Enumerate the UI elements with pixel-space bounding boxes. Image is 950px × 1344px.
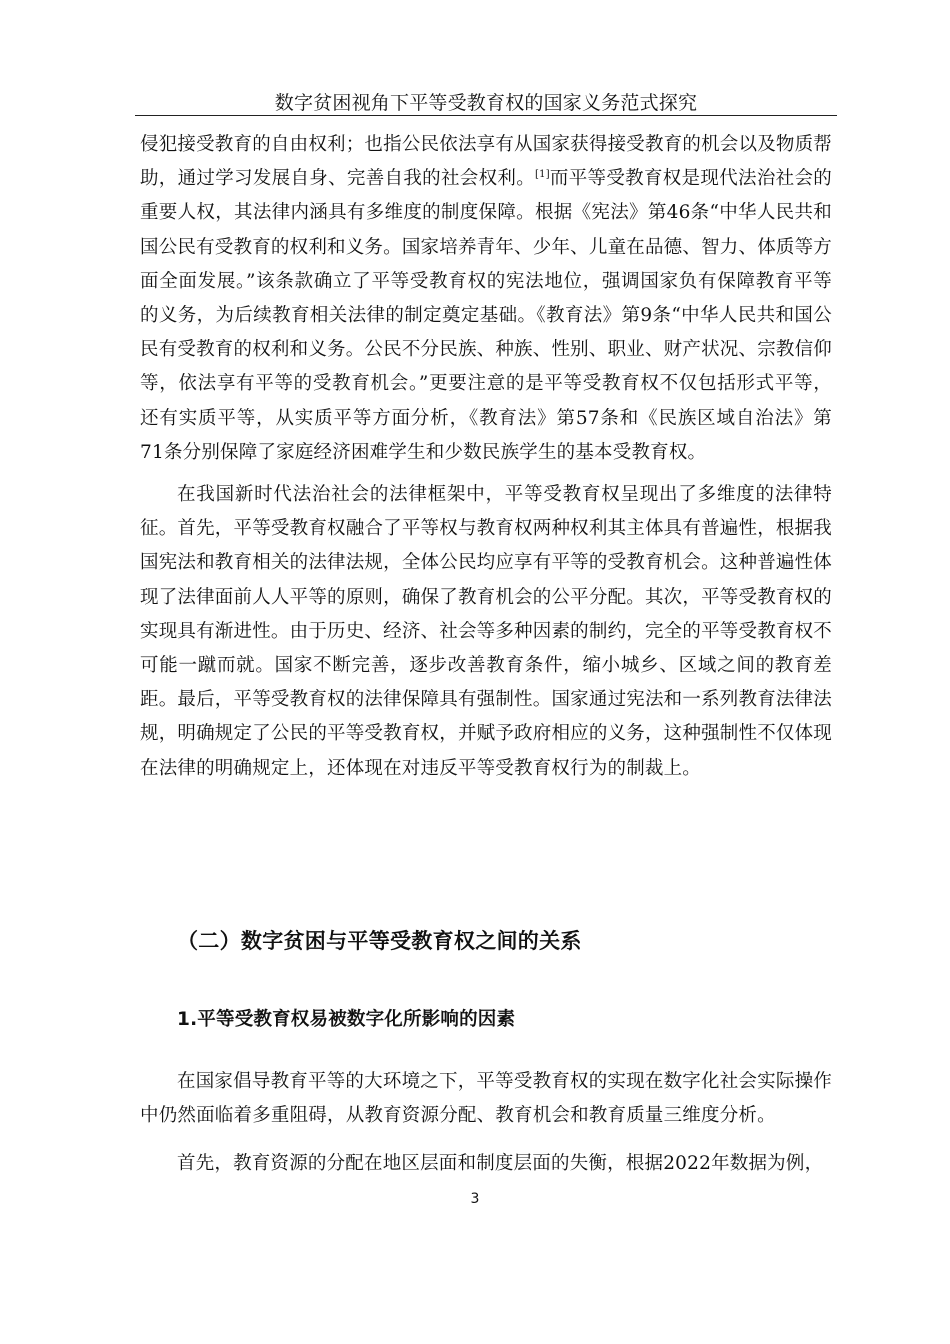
- subsection-heading: 1.平等受教育权易被数字化所影响的因素: [177, 1009, 516, 1030]
- paragraph: 在国家倡导教育平等的大环境之下，平等受教育权的实现在数字化社会实际操作中仍然面临着多重阻碍，从教育资源分配、教育机会和教育质量三维度分析。: [140, 1071, 832, 1127]
- subsection-body-continued: [140, 1147, 832, 1181]
- running-header: 数字贫困视角下平等受教育权的国家义务范式探究: [274, 92, 698, 114]
- subsection-body: [140, 1065, 832, 1133]
- paragraph: 首先，教育资源的分配在地区层面和制度层面的失衡，根据2022年数据为例，: [177, 1153, 824, 1174]
- header-divider: [135, 115, 837, 116]
- paragraph: 在我国新时代法治社会的法律框架中，平等受教育权呈现出了多维度的法律特征。首先，平等受教育权融合了平等权与教育权两种权利其主体具有普遍性，根据我国宪法和教育相关的法律法规，全体公民均应享有平等的受教育机会。这种普遍性体现了法律面前人人平等的原则，确保了教育机会的公平分配。其次，平等受教育权的实现具有渐进性。由于历史、经济、社会等多种因素的制约，完全的平等受教育权不可能一蹴而就。国家不断完善，逐步改善教育条件，缩小城乡、区域之间的教育差距。最后，平等受教育权的法律保障具有强制性。国家通过宪法和一系列教育法律法规，明确规定了公民的平等受教育权，并赋予政府相应的义务，这种强制性不仅体现在法律的明确规定上，还体现在对违反平等受教育权行为的制裁上。: [140, 484, 832, 779]
- section-body: [140, 128, 832, 786]
- page-number: 3: [470, 1191, 480, 1207]
- paragraph-continued: [140, 128, 832, 470]
- paragraph-text: 而平等受教育权是现代法治社会的重要人权，其法律内涵具有多维度的制度保障。根据《宪法》第46条“中华人民共和国公民有受教育的权利和义务。国家培养青年、少年、儿童在品德、智力、体质等方面全面发展。”该条款确立了平等受教育权的宪法地位，强调国家负有保障教育平等的义务，为后续教育相关法律的制定奠定基础。《教育法》第9条“中华人民共和国公民有受教育的权利和义务。公民不分民族、种族、性别、职业、财产状况、宗教信仰等，依法享有平等的受教育机会。”更要注意的是平等受教育权不仅包括形式平等，还有实质平等，从实质平等方面分析，《教育法》第57条和《民族区域自治法》第71条分别保障了家庭经济困难学生和少数民族学生的基本受教育权。: [140, 168, 832, 463]
- citation-marker[interactable]: [1]: [535, 169, 550, 181]
- paragraph-text: 侵犯接受教育的自由权利；也指公民依法享有从国家获得接受教育的机会以及物质帮助，通过学习发展自身、完善自我的社会权利。: [140, 134, 832, 190]
- section-heading: （二）数字贫困与平等受教育权之间的关系: [177, 929, 582, 953]
